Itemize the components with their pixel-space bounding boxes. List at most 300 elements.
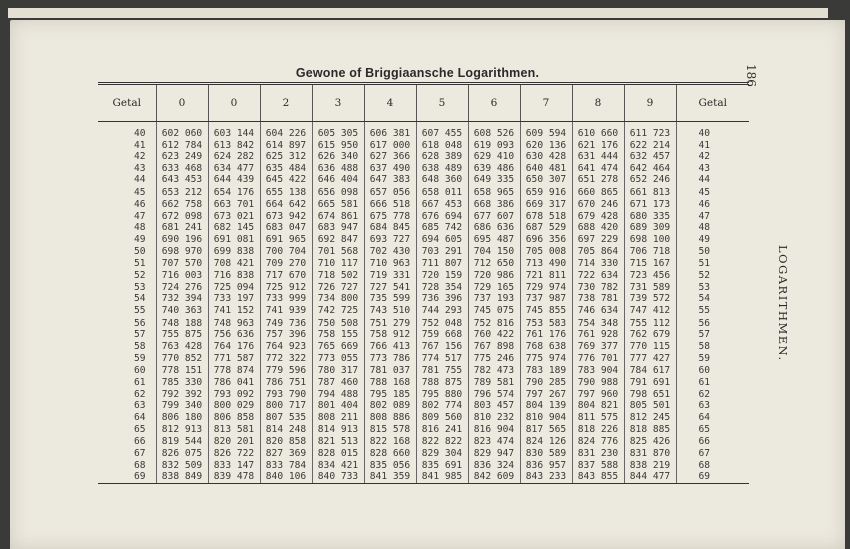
log-value-cell: 689 309 <box>624 222 676 234</box>
log-value-cell: 658 011 <box>416 186 468 199</box>
log-value-cell: 784 617 <box>624 364 676 377</box>
log-value-cell: 661 813 <box>624 186 676 199</box>
side-running-title: LOGARITHMEN. <box>776 245 790 362</box>
log-value-cell: 655 138 <box>260 186 312 199</box>
log-value-cell: 716 838 <box>208 270 260 282</box>
table-row <box>98 460 749 472</box>
getal-cell: 64 <box>133 411 146 423</box>
log-value-cell: 648 360 <box>416 174 468 186</box>
log-value-cell: 728 354 <box>416 282 468 294</box>
log-value-cell: 830 589 <box>520 448 572 460</box>
log-value-cell: 818 226 <box>572 423 624 436</box>
log-value-cell: 775 974 <box>520 353 572 365</box>
log-value-cell: 789 581 <box>468 377 520 389</box>
getal-cell: 49 <box>133 233 146 245</box>
header-getal-left: Getal <box>98 84 156 122</box>
log-value-cell: 754 348 <box>572 318 624 330</box>
log-value-cell: 710 963 <box>364 258 416 270</box>
log-value-cell: 670 246 <box>572 199 624 211</box>
log-value-cell: 798 651 <box>624 389 676 401</box>
log-value-cell: 822 168 <box>364 436 416 448</box>
getal-cell-right: 66 <box>676 436 749 448</box>
log-value-cell: 651 278 <box>572 174 624 186</box>
log-value-cell: 797 960 <box>572 389 624 401</box>
log-value-cell: 762 679 <box>624 329 676 341</box>
log-value-cell: 792 392 <box>156 389 208 401</box>
log-value-cell: 811 575 <box>572 412 624 424</box>
log-value-cell: 640 481 <box>520 163 572 175</box>
table-row <box>98 423 749 436</box>
log-value-cell: 791 691 <box>624 377 676 389</box>
log-value-cell: 763 428 <box>156 341 208 353</box>
log-value-cell: 807 535 <box>260 412 312 424</box>
table-row <box>98 318 749 330</box>
log-value-cell: 783 904 <box>572 364 624 377</box>
log-value-cell: 712 650 <box>468 258 520 270</box>
log-value-cell: 733 999 <box>260 293 312 305</box>
getal-cell: 61 <box>133 377 146 389</box>
log-value-cell: 710 117 <box>312 258 364 270</box>
log-value-cell: 657 056 <box>364 186 416 199</box>
log-value-cell: 795 185 <box>364 389 416 401</box>
getal-cell: 51 <box>133 258 146 270</box>
log-value-cell: 841 359 <box>364 471 416 483</box>
table-row <box>98 270 749 282</box>
getal-cell-right: 68 <box>676 460 749 472</box>
log-value-cell: 833 147 <box>208 460 260 472</box>
log-value-cell: 690 196 <box>156 234 208 246</box>
log-value-cell: 839 478 <box>208 471 260 483</box>
log-value-cell: 826 722 <box>208 448 260 460</box>
getal-cell: 44 <box>133 174 146 186</box>
table-row <box>98 174 749 186</box>
log-value-cell: 618 048 <box>416 140 468 152</box>
getal-cell: 57 <box>133 329 146 341</box>
table-row <box>98 353 749 365</box>
log-value-cell: 812 913 <box>156 423 208 436</box>
log-value-cell: 606 381 <box>364 122 416 140</box>
log-value-cell: 630 428 <box>520 151 572 163</box>
table-row <box>98 163 749 175</box>
log-value-cell: 802 774 <box>416 400 468 412</box>
log-value-cell: 727 541 <box>364 282 416 294</box>
getal-cell-right: 51 <box>676 258 749 270</box>
table-header-row <box>98 84 749 122</box>
table-row <box>98 400 749 412</box>
log-value-cell: 614 897 <box>260 140 312 152</box>
log-value-cell: 842 609 <box>468 471 520 483</box>
log-value-cell: 741 152 <box>208 305 260 318</box>
header-digit: 8 <box>572 84 624 122</box>
log-value-cell: 840 106 <box>260 471 312 483</box>
log-value-cell: 692 847 <box>312 234 364 246</box>
table-row <box>98 199 749 211</box>
logarithm-table <box>98 82 749 484</box>
table-row <box>98 222 749 234</box>
log-value-cell: 683 947 <box>312 222 364 234</box>
table-row <box>98 282 749 294</box>
log-value-cell: 729 165 <box>468 282 520 294</box>
log-value-cell: 673 942 <box>260 211 312 223</box>
log-value-cell: 779 596 <box>260 364 312 377</box>
log-value-cell: 671 173 <box>624 199 676 211</box>
log-value-cell: 758 155 <box>312 329 364 341</box>
log-value-cell: 620 136 <box>520 140 572 152</box>
log-value-cell: 660 865 <box>572 186 624 199</box>
getal-cell-right: 63 <box>676 400 749 412</box>
log-value-cell: 637 490 <box>364 163 416 175</box>
log-value-cell: 790 988 <box>572 377 624 389</box>
book-edge <box>8 8 828 18</box>
header-digit: 3 <box>312 84 364 122</box>
getal-cell: 52 <box>133 269 146 281</box>
log-value-cell: 838 849 <box>156 471 208 483</box>
getal-cell: 41 <box>133 139 146 151</box>
log-value-cell: 824 126 <box>520 436 572 448</box>
header-digit: 2 <box>260 84 312 122</box>
log-value-cell: 716 003 <box>156 270 208 282</box>
log-value-cell: 781 037 <box>364 364 416 377</box>
log-value-cell: 756 636 <box>208 329 260 341</box>
log-value-cell: 646 404 <box>312 174 364 186</box>
log-value-cell: 653 212 <box>156 186 208 199</box>
log-value-cell: 666 518 <box>364 199 416 211</box>
log-value-cell: 675 778 <box>364 211 416 223</box>
log-value-cell: 759 668 <box>416 329 468 341</box>
getal-cell-right: 69 <box>676 471 749 483</box>
log-value-cell: 732 394 <box>156 293 208 305</box>
log-value-cell: 654 176 <box>208 186 260 199</box>
log-value-cell: 667 453 <box>416 199 468 211</box>
log-value-cell: 663 701 <box>208 199 260 211</box>
getal-cell: 40 <box>133 128 146 139</box>
log-value-cell: 674 861 <box>312 211 364 223</box>
table-row <box>98 377 749 389</box>
getal-cell: 50 <box>133 246 146 258</box>
log-value-cell: 834 421 <box>312 460 364 472</box>
log-value-cell: 840 733 <box>312 471 364 483</box>
log-value-cell: 835 056 <box>364 460 416 472</box>
log-value-cell: 761 928 <box>572 329 624 341</box>
log-value-cell: 711 807 <box>416 258 468 270</box>
table-row <box>98 412 749 424</box>
log-value-cell: 609 594 <box>520 122 572 140</box>
log-value-cell: 790 285 <box>520 377 572 389</box>
log-value-cell: 835 691 <box>416 460 468 472</box>
log-value-cell: 705 008 <box>520 245 572 258</box>
log-value-cell: 717 670 <box>260 270 312 282</box>
header-digit: 7 <box>520 84 572 122</box>
log-value-cell: 836 957 <box>520 460 572 472</box>
log-value-cell: 781 755 <box>416 364 468 377</box>
log-value-cell: 786 751 <box>260 377 312 389</box>
getal-cell-right: 47 <box>676 211 749 223</box>
log-value-cell: 770 115 <box>624 341 676 353</box>
table-body <box>98 122 749 484</box>
getal-cell-right: 59 <box>676 353 749 365</box>
getal-cell-right: 46 <box>676 199 749 211</box>
log-value-cell: 829 947 <box>468 448 520 460</box>
log-value-cell: 677 607 <box>468 211 520 223</box>
log-value-cell: 650 307 <box>520 174 572 186</box>
log-value-cell: 691 965 <box>260 234 312 246</box>
log-value-cell: 814 248 <box>260 423 312 436</box>
log-value-cell: 768 638 <box>520 341 572 353</box>
getal-cell-right: 57 <box>676 329 749 341</box>
log-value-cell: 702 430 <box>364 245 416 258</box>
log-value-cell: 629 410 <box>468 151 520 163</box>
log-value-cell: 746 634 <box>572 305 624 318</box>
getal-cell-right: 50 <box>676 245 749 258</box>
log-value-cell: 806 858 <box>208 412 260 424</box>
log-value-cell: 814 913 <box>312 423 364 436</box>
log-value-cell: 623 249 <box>156 151 208 163</box>
log-value-cell: 697 229 <box>572 234 624 246</box>
log-value-cell: 803 457 <box>468 400 520 412</box>
log-value-cell: 827 369 <box>260 448 312 460</box>
getal-cell-right: 41 <box>676 140 749 152</box>
log-value-cell: 624 282 <box>208 151 260 163</box>
log-value-cell: 801 404 <box>312 400 364 412</box>
getal-cell: 59 <box>133 352 146 364</box>
table-row <box>98 389 749 401</box>
log-value-cell: 647 383 <box>364 174 416 186</box>
log-value-cell: 638 489 <box>416 163 468 175</box>
log-value-cell: 778 874 <box>208 364 260 377</box>
getal-cell-right: 54 <box>676 293 749 305</box>
log-value-cell: 626 340 <box>312 151 364 163</box>
log-value-cell: 767 156 <box>416 341 468 353</box>
log-value-cell: 802 089 <box>364 400 416 412</box>
getal-cell-right: 62 <box>676 389 749 401</box>
table-row <box>98 140 749 152</box>
log-value-cell: 668 386 <box>468 199 520 211</box>
log-value-cell: 726 727 <box>312 282 364 294</box>
getal-cell: 67 <box>133 448 146 460</box>
log-value-cell: 748 963 <box>208 318 260 330</box>
log-value-cell: 608 526 <box>468 122 520 140</box>
log-value-cell: 625 312 <box>260 151 312 163</box>
log-value-cell: 737 193 <box>468 293 520 305</box>
log-value-cell: 841 985 <box>416 471 468 483</box>
log-value-cell: 796 574 <box>468 389 520 401</box>
table-row <box>98 211 749 223</box>
log-value-cell: 764 923 <box>260 341 312 353</box>
log-value-cell: 822 822 <box>416 436 468 448</box>
log-value-cell: 755 875 <box>156 329 208 341</box>
log-value-cell: 757 396 <box>260 329 312 341</box>
log-value-cell: 706 718 <box>624 245 676 258</box>
table-row <box>98 436 749 448</box>
log-value-cell: 769 377 <box>572 341 624 353</box>
getal-cell-right: 55 <box>676 305 749 318</box>
getal-cell: 68 <box>133 459 146 471</box>
table-row <box>98 186 749 199</box>
page-title: Gewone of Briggiaansche Logarithmen. <box>295 66 540 80</box>
getal-cell-right: 40 <box>676 122 749 140</box>
log-value-cell: 617 000 <box>364 140 416 152</box>
log-value-cell: 665 581 <box>312 199 364 211</box>
getal-cell-right: 43 <box>676 163 749 175</box>
log-value-cell: 649 335 <box>468 174 520 186</box>
log-value-cell: 693 727 <box>364 234 416 246</box>
log-value-cell: 613 842 <box>208 140 260 152</box>
log-value-cell: 631 444 <box>572 151 624 163</box>
log-value-cell: 829 304 <box>416 448 468 460</box>
getal-cell-right: 64 <box>676 412 749 424</box>
log-value-cell: 731 589 <box>624 282 676 294</box>
log-value-cell: 602 060 <box>156 122 208 140</box>
log-value-cell: 812 245 <box>624 412 676 424</box>
log-value-cell: 793 790 <box>260 389 312 401</box>
log-value-cell: 836 324 <box>468 460 520 472</box>
log-value-cell: 736 396 <box>416 293 468 305</box>
log-value-cell: 800 717 <box>260 400 312 412</box>
log-value-cell: 748 188 <box>156 318 208 330</box>
log-value-cell: 844 477 <box>624 471 676 483</box>
log-value-cell: 622 214 <box>624 140 676 152</box>
log-value-cell: 714 330 <box>572 258 624 270</box>
log-value-cell: 749 736 <box>260 318 312 330</box>
log-value-cell: 659 916 <box>520 186 572 199</box>
log-value-cell: 815 578 <box>364 423 416 436</box>
getal-cell-right: 49 <box>676 234 749 246</box>
log-value-cell: 826 075 <box>156 448 208 460</box>
getal-cell: 56 <box>133 317 146 329</box>
getal-cell: 55 <box>133 305 146 317</box>
log-value-cell: 672 098 <box>156 211 208 223</box>
getal-cell-right: 53 <box>676 282 749 294</box>
getal-cell: 60 <box>133 364 146 376</box>
log-value-cell: 804 821 <box>572 400 624 412</box>
log-value-cell: 806 180 <box>156 412 208 424</box>
log-value-cell: 783 189 <box>520 364 572 377</box>
log-value-cell: 808 886 <box>364 412 416 424</box>
log-value-cell: 819 544 <box>156 436 208 448</box>
log-value-cell: 809 560 <box>416 412 468 424</box>
log-value-cell: 816 241 <box>416 423 468 436</box>
header-digit: 6 <box>468 84 520 122</box>
header-digit: 5 <box>416 84 468 122</box>
getal-cell: 42 <box>133 151 146 163</box>
log-value-cell: 645 422 <box>260 174 312 186</box>
log-value-cell: 687 529 <box>520 222 572 234</box>
log-value-cell: 813 581 <box>208 423 260 436</box>
log-value-cell: 800 029 <box>208 400 260 412</box>
log-value-cell: 698 970 <box>156 245 208 258</box>
log-value-cell: 641 474 <box>572 163 624 175</box>
log-value-cell: 722 634 <box>572 270 624 282</box>
log-value-cell: 760 422 <box>468 329 520 341</box>
log-value-cell: 680 335 <box>624 211 676 223</box>
log-value-cell: 770 852 <box>156 353 208 365</box>
log-value-cell: 767 898 <box>468 341 520 353</box>
log-value-cell: 771 587 <box>208 353 260 365</box>
table-row <box>98 245 749 258</box>
log-value-cell: 734 800 <box>312 293 364 305</box>
log-value-cell: 611 723 <box>624 122 676 140</box>
log-value-cell: 735 599 <box>364 293 416 305</box>
log-value-cell: 804 139 <box>520 400 572 412</box>
log-value-cell: 694 605 <box>416 234 468 246</box>
log-value-cell: 705 864 <box>572 245 624 258</box>
log-value-cell: 743 510 <box>364 305 416 318</box>
log-value-cell: 752 048 <box>416 318 468 330</box>
table-row <box>98 122 749 140</box>
log-value-cell: 828 015 <box>312 448 364 460</box>
getal-cell-right: 67 <box>676 448 749 460</box>
table-row <box>98 234 749 246</box>
log-value-cell: 817 565 <box>520 423 572 436</box>
log-value-cell: 604 226 <box>260 122 312 140</box>
log-value-cell: 682 145 <box>208 222 260 234</box>
log-value-cell: 662 758 <box>156 199 208 211</box>
log-value-cell: 634 477 <box>208 163 260 175</box>
log-value-cell: 699 838 <box>208 245 260 258</box>
getal-cell: 66 <box>133 436 146 448</box>
log-value-cell: 780 317 <box>312 364 364 377</box>
log-value-cell: 700 704 <box>260 245 312 258</box>
log-value-cell: 724 276 <box>156 282 208 294</box>
log-value-cell: 750 508 <box>312 318 364 330</box>
page-number: 186 <box>744 64 758 87</box>
log-value-cell: 703 291 <box>416 245 468 258</box>
table-row <box>98 151 749 163</box>
log-value-cell: 652 246 <box>624 174 676 186</box>
log-value-cell: 805 501 <box>624 400 676 412</box>
log-value-cell: 688 420 <box>572 222 624 234</box>
log-value-cell: 720 986 <box>468 270 520 282</box>
log-value-cell: 725 912 <box>260 282 312 294</box>
log-value-cell: 777 427 <box>624 353 676 365</box>
log-value-cell: 737 987 <box>520 293 572 305</box>
log-value-cell: 678 518 <box>520 211 572 223</box>
table-row <box>98 364 749 377</box>
log-value-cell: 683 047 <box>260 222 312 234</box>
log-value-cell: 738 781 <box>572 293 624 305</box>
log-value-cell: 715 167 <box>624 258 676 270</box>
log-value-cell: 787 460 <box>312 377 364 389</box>
log-value-cell: 766 413 <box>364 341 416 353</box>
log-value-cell: 686 636 <box>468 222 520 234</box>
log-value-cell: 632 457 <box>624 151 676 163</box>
log-value-cell: 755 112 <box>624 318 676 330</box>
getal-cell: 69 <box>98 471 156 483</box>
log-value-cell: 824 776 <box>572 436 624 448</box>
log-value-cell: 709 270 <box>260 258 312 270</box>
getal-cell-right: 56 <box>676 318 749 330</box>
table-row <box>98 305 749 318</box>
getal-cell: 58 <box>133 340 146 352</box>
log-value-cell: 745 855 <box>520 305 572 318</box>
table-row <box>98 448 749 460</box>
log-value-cell: 843 855 <box>572 471 624 483</box>
getal-cell-right: 44 <box>676 174 749 186</box>
log-value-cell: 639 486 <box>468 163 520 175</box>
log-value-cell: 740 363 <box>156 305 208 318</box>
log-value-cell: 627 366 <box>364 151 416 163</box>
log-value-cell: 793 092 <box>208 389 260 401</box>
log-value-cell: 719 331 <box>364 270 416 282</box>
getal-cell: 65 <box>133 424 146 436</box>
table-row <box>98 293 749 305</box>
getal-cell: 46 <box>133 198 146 210</box>
log-value-cell: 776 701 <box>572 353 624 365</box>
getal-cell-right: 42 <box>676 151 749 163</box>
getal-cell-right: 60 <box>676 364 749 377</box>
log-value-cell: 799 340 <box>156 400 208 412</box>
log-value-cell: 643 453 <box>156 174 208 186</box>
